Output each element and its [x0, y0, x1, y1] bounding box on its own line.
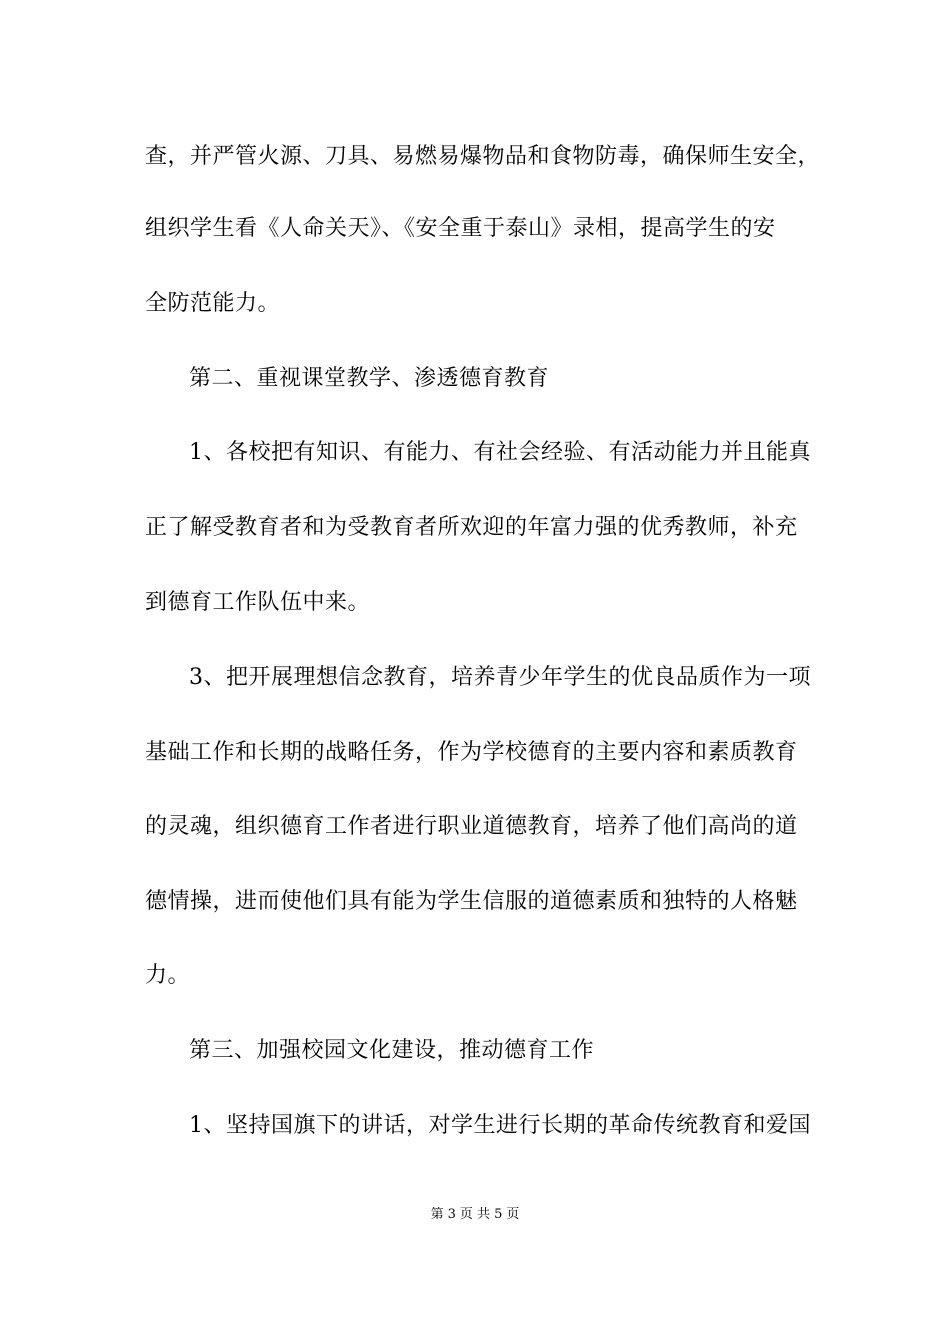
text-line: 基础工作和长期的战略任务，作为学校德育的主要内容和素质教育 [145, 740, 798, 765]
section-heading: 第三、加强校园文化建设，推动德育工作 [189, 1038, 595, 1063]
text-line: 查，并严管火源、刀具、易燃易爆物品和食物防毒，确保师生安全， [145, 144, 821, 169]
text-line: 正了解受教育者和为受教育者所欢迎的年富力强的优秀教师，补充 [145, 515, 798, 540]
footer-prefix: 第 [430, 1207, 444, 1222]
text-line: 的灵魂，组织德育工作者进行职业道德教育，培养了他们高尚的道 [145, 814, 798, 839]
text-line: 到德育工作队伍中来。 [145, 590, 371, 615]
text-line: 全防范能力。 [145, 291, 281, 316]
footer-middle: 页 共 [459, 1207, 491, 1222]
text-line: 力。 [145, 963, 191, 988]
text-line: 1、坚持国旗下的讲话，对学生进行长期的革命传统教育和爱国 [189, 1113, 811, 1138]
page-footer [0, 1206, 950, 1224]
footer-suffix: 页 [506, 1207, 520, 1222]
footer-current-page: 3 [447, 1207, 456, 1222]
text-line: 组织学生看《人命关天》、《安全重于泰山》录相，提高学生的安 [145, 216, 776, 241]
text-line: 德情操，进而使他们具有能为学生信服的道德素质和独特的人格魅 [145, 889, 798, 914]
footer-total-pages: 5 [494, 1207, 503, 1222]
section-heading: 第二、重视课堂教学、渗透德育教育 [189, 366, 550, 391]
text-line: 1、各校把有知识、有能力、有社会经验、有活动能力并且能真 [189, 440, 811, 465]
text-line: 3、把开展理想信念教育，培养青少年学生的优良品质作为一项 [189, 665, 811, 690]
